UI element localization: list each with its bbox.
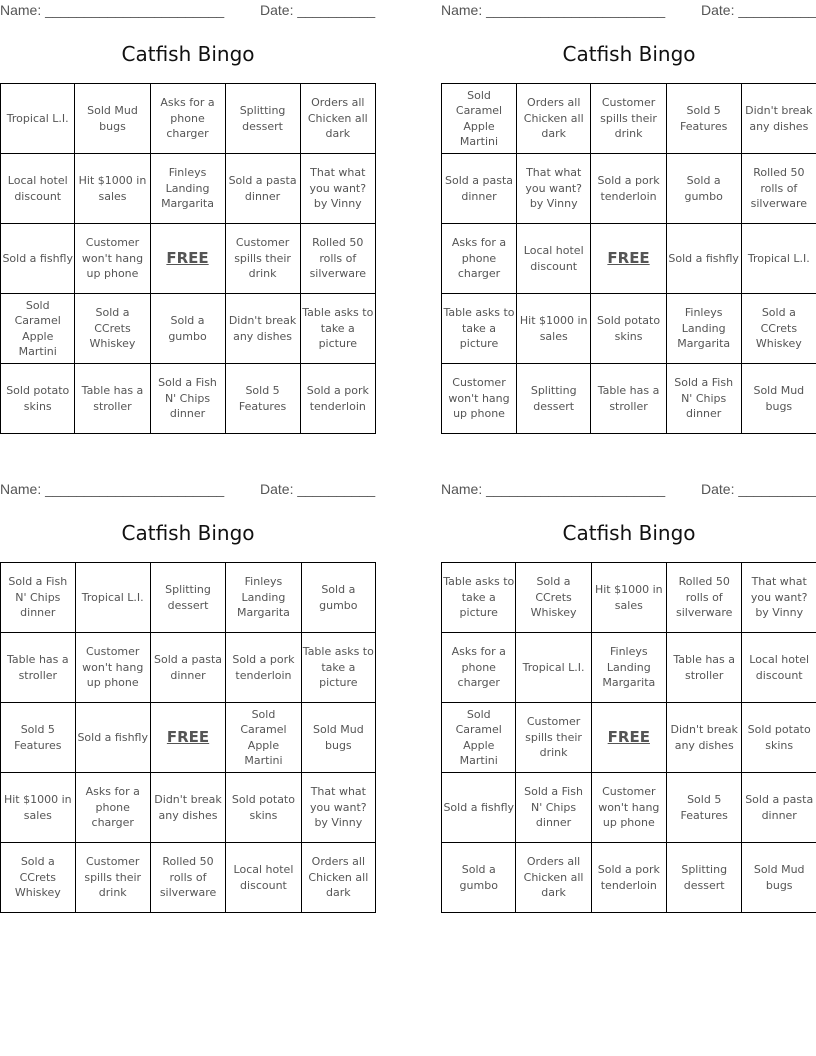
card-title: Catfish Bingo: [562, 42, 696, 66]
bingo-square[interactable]: Tropical L.I.: [1, 84, 75, 154]
bingo-square[interactable]: Sold 5 Features: [667, 773, 742, 843]
bingo-square[interactable]: Hit $1000 in sales: [591, 563, 666, 633]
grid-row: [1, 563, 376, 633]
bingo-square[interactable]: Table asks to take a picture: [301, 633, 375, 703]
grid-row: [442, 633, 816, 703]
date-field[interactable]: Date: __________: [701, 2, 816, 18]
bingo-square[interactable]: Sold a pork tenderloin: [591, 154, 666, 224]
bingo-square[interactable]: Finleys Landing Margarita: [150, 154, 225, 224]
name-field[interactable]: Name: _______________________: [0, 481, 225, 497]
bingo-square[interactable]: Customer spills their drink: [516, 703, 591, 773]
bingo-square[interactable]: Finleys Landing Margarita: [591, 633, 666, 703]
bingo-square[interactable]: Sold Mud bugs: [75, 84, 150, 154]
grid-row: [1, 84, 376, 154]
grid-row: [1, 843, 376, 913]
bingo-square[interactable]: Orders all Chicken all dark: [300, 84, 375, 154]
bingo-square[interactable]: Orders all Chicken all dark: [301, 843, 375, 913]
bingo-square[interactable]: Sold 5 Features: [1, 703, 76, 773]
bingo-square[interactable]: Splitting dessert: [667, 843, 742, 913]
grid-row: [1, 633, 376, 703]
bingo-square[interactable]: Sold Mud bugs: [742, 843, 816, 913]
bingo-square[interactable]: Asks for a phone charger: [150, 84, 225, 154]
bingo-square[interactable]: Didn't break any dishes: [150, 773, 225, 843]
bingo-square[interactable]: Sold a CCrets Whiskey: [516, 563, 591, 633]
bingo-square[interactable]: Splitting dessert: [150, 563, 225, 633]
date-field[interactable]: Date: __________: [701, 481, 816, 497]
bingo-square[interactable]: Sold a pork tenderloin: [300, 364, 375, 434]
bingo-square[interactable]: Local hotel discount: [742, 633, 816, 703]
bingo-square[interactable]: Customer won't hang up phone: [75, 224, 150, 294]
card-header: [0, 0, 376, 20]
bingo-square[interactable]: Finleys Landing Margarita: [666, 294, 741, 364]
bingo-square[interactable]: Sold a gumbo: [150, 294, 225, 364]
bingo-square[interactable]: Finleys Landing Margarita: [226, 563, 301, 633]
bingo-square[interactable]: Customer spills their drink: [591, 84, 666, 154]
bingo-square[interactable]: Orders all Chicken all dark: [517, 84, 591, 154]
card-title: Catfish Bingo: [121, 521, 255, 545]
grid-row: [1, 154, 376, 224]
bingo-square[interactable]: Customer won't hang up phone: [442, 364, 517, 434]
bingo-square[interactable]: Sold a fishfly: [442, 773, 516, 843]
grid-row: [442, 224, 816, 294]
grid-row: [442, 563, 816, 633]
card-title: Catfish Bingo: [121, 42, 255, 66]
bingo-square[interactable]: Sold potato skins: [226, 773, 301, 843]
bingo-square[interactable]: Sold a CCrets Whiskey: [75, 294, 150, 364]
grid-row: [1, 703, 376, 773]
bingo-square[interactable]: Sold potato skins: [1, 364, 75, 434]
bingo-square[interactable]: Sold Caramel Apple Martini: [442, 703, 516, 773]
bingo-square[interactable]: Asks for a phone charger: [75, 773, 150, 843]
free-square[interactable]: FREE: [150, 224, 225, 294]
bingo-square[interactable]: That what you want? by Vinny: [742, 563, 816, 633]
grid-row: [442, 843, 816, 913]
bingo-square[interactable]: Sold Caramel Apple Martini: [226, 703, 301, 773]
bingo-square[interactable]: Splitting dessert: [225, 84, 300, 154]
bingo-square[interactable]: Didn't break any dishes: [667, 703, 742, 773]
bingo-square[interactable]: Tropical L.I.: [516, 633, 591, 703]
date-field[interactable]: Date: __________: [260, 2, 376, 18]
bingo-square[interactable]: Hit $1000 in sales: [1, 773, 76, 843]
bingo-square[interactable]: Hit $1000 in sales: [75, 154, 150, 224]
bingo-square[interactable]: Customer spills their drink: [75, 843, 150, 913]
bingo-square[interactable]: Didn't break any dishes: [741, 84, 816, 154]
bingo-grid: [441, 562, 816, 913]
bingo-square[interactable]: Sold a CCrets Whiskey: [741, 294, 816, 364]
bingo-square[interactable]: Sold a gumbo: [301, 563, 375, 633]
bingo-square[interactable]: Rolled 50 rolls of silverware: [150, 843, 225, 913]
bingo-square[interactable]: Table has a stroller: [667, 633, 742, 703]
grid-row: [1, 224, 376, 294]
bingo-grid: [0, 83, 376, 434]
bingo-square[interactable]: Sold a fishfly: [666, 224, 741, 294]
name-field[interactable]: Name: _______________________: [0, 2, 225, 18]
grid-row: [442, 703, 816, 773]
bingo-square[interactable]: Table has a stroller: [591, 364, 666, 434]
card-header: [441, 479, 816, 499]
bingo-grid: [0, 562, 376, 913]
bingo-square[interactable]: Asks for a phone charger: [442, 224, 517, 294]
bingo-square[interactable]: Sold 5 Features: [666, 84, 741, 154]
bingo-square[interactable]: Rolled 50 rolls of silverware: [741, 154, 816, 224]
date-field[interactable]: Date: __________: [260, 481, 376, 497]
bingo-square[interactable]: Customer spills their drink: [225, 224, 300, 294]
bingo-grid: [441, 83, 816, 434]
bingo-square[interactable]: Table asks to take a picture: [442, 563, 516, 633]
bingo-square[interactable]: Asks for a phone charger: [442, 633, 516, 703]
card-header: [441, 0, 816, 20]
bingo-square[interactable]: Sold potato skins: [742, 703, 816, 773]
grid-row: [442, 154, 816, 224]
bingo-square[interactable]: Sold a fishfly: [75, 703, 150, 773]
grid-row: [442, 294, 816, 364]
bingo-square[interactable]: Splitting dessert: [517, 364, 591, 434]
bingo-square[interactable]: Sold a pork tenderloin: [591, 843, 666, 913]
bingo-square[interactable]: Table asks to take a picture: [300, 294, 375, 364]
bingo-square[interactable]: Sold a pasta dinner: [225, 154, 300, 224]
bingo-square[interactable]: Tropical L.I.: [75, 563, 150, 633]
bingo-square[interactable]: Customer won't hang up phone: [75, 633, 150, 703]
bingo-square[interactable]: Rolled 50 rolls of silverware: [300, 224, 375, 294]
name-field[interactable]: Name: _______________________: [441, 481, 666, 497]
bingo-square[interactable]: Local hotel discount: [517, 224, 591, 294]
free-square[interactable]: FREE: [591, 703, 666, 773]
grid-row: [1, 294, 376, 364]
bingo-square[interactable]: Sold a pasta dinner: [442, 154, 517, 224]
bingo-square[interactable]: That what you want? by Vinny: [301, 773, 375, 843]
grid-row: [442, 364, 816, 434]
bingo-square[interactable]: Tropical L.I.: [741, 224, 816, 294]
bingo-square[interactable]: Sold Caramel Apple Martini: [442, 84, 517, 154]
bingo-square[interactable]: Sold a Fish N' Chips dinner: [666, 364, 741, 434]
bingo-square[interactable]: Sold Mud bugs: [301, 703, 375, 773]
free-square[interactable]: FREE: [591, 224, 666, 294]
bingo-square[interactable]: Didn't break any dishes: [225, 294, 300, 364]
grid-row: [442, 773, 816, 843]
bingo-square[interactable]: Sold a fishfly: [1, 224, 75, 294]
bingo-square[interactable]: Customer won't hang up phone: [591, 773, 666, 843]
bingo-square[interactable]: Sold a Fish N' Chips dinner: [516, 773, 591, 843]
card-title: Catfish Bingo: [562, 521, 696, 545]
bingo-square[interactable]: Sold a pasta dinner: [150, 633, 225, 703]
bingo-square[interactable]: Sold potato skins: [591, 294, 666, 364]
bingo-square[interactable]: Table has a stroller: [75, 364, 150, 434]
bingo-square[interactable]: Sold a pasta dinner: [742, 773, 816, 843]
bingo-square[interactable]: Sold a Fish N' Chips dinner: [1, 563, 76, 633]
bingo-square[interactable]: Sold a Fish N' Chips dinner: [150, 364, 225, 434]
bingo-square[interactable]: That what you want? by Vinny: [300, 154, 375, 224]
bingo-square[interactable]: Rolled 50 rolls of silverware: [667, 563, 742, 633]
bingo-square[interactable]: Sold Caramel Apple Martini: [1, 294, 75, 364]
name-field[interactable]: Name: _______________________: [441, 2, 666, 18]
bingo-square[interactable]: Local hotel discount: [226, 843, 301, 913]
card-header: [0, 479, 376, 499]
free-square[interactable]: FREE: [150, 703, 225, 773]
bingo-square[interactable]: Sold a gumbo: [442, 843, 516, 913]
bingo-square[interactable]: That what you want? by Vinny: [517, 154, 591, 224]
bingo-square[interactable]: Sold 5 Features: [225, 364, 300, 434]
bingo-square[interactable]: Sold a gumbo: [666, 154, 741, 224]
grid-row: [1, 364, 376, 434]
bingo-square[interactable]: Hit $1000 in sales: [517, 294, 591, 364]
bingo-square[interactable]: Sold a CCrets Whiskey: [1, 843, 76, 913]
bingo-square[interactable]: Local hotel discount: [1, 154, 75, 224]
grid-row: [442, 84, 816, 154]
bingo-square[interactable]: Table asks to take a picture: [442, 294, 517, 364]
bingo-square[interactable]: Sold a pork tenderloin: [226, 633, 301, 703]
grid-row: [1, 773, 376, 843]
bingo-square[interactable]: Sold Mud bugs: [741, 364, 816, 434]
bingo-square[interactable]: Orders all Chicken all dark: [516, 843, 591, 913]
bingo-square[interactable]: Table has a stroller: [1, 633, 76, 703]
